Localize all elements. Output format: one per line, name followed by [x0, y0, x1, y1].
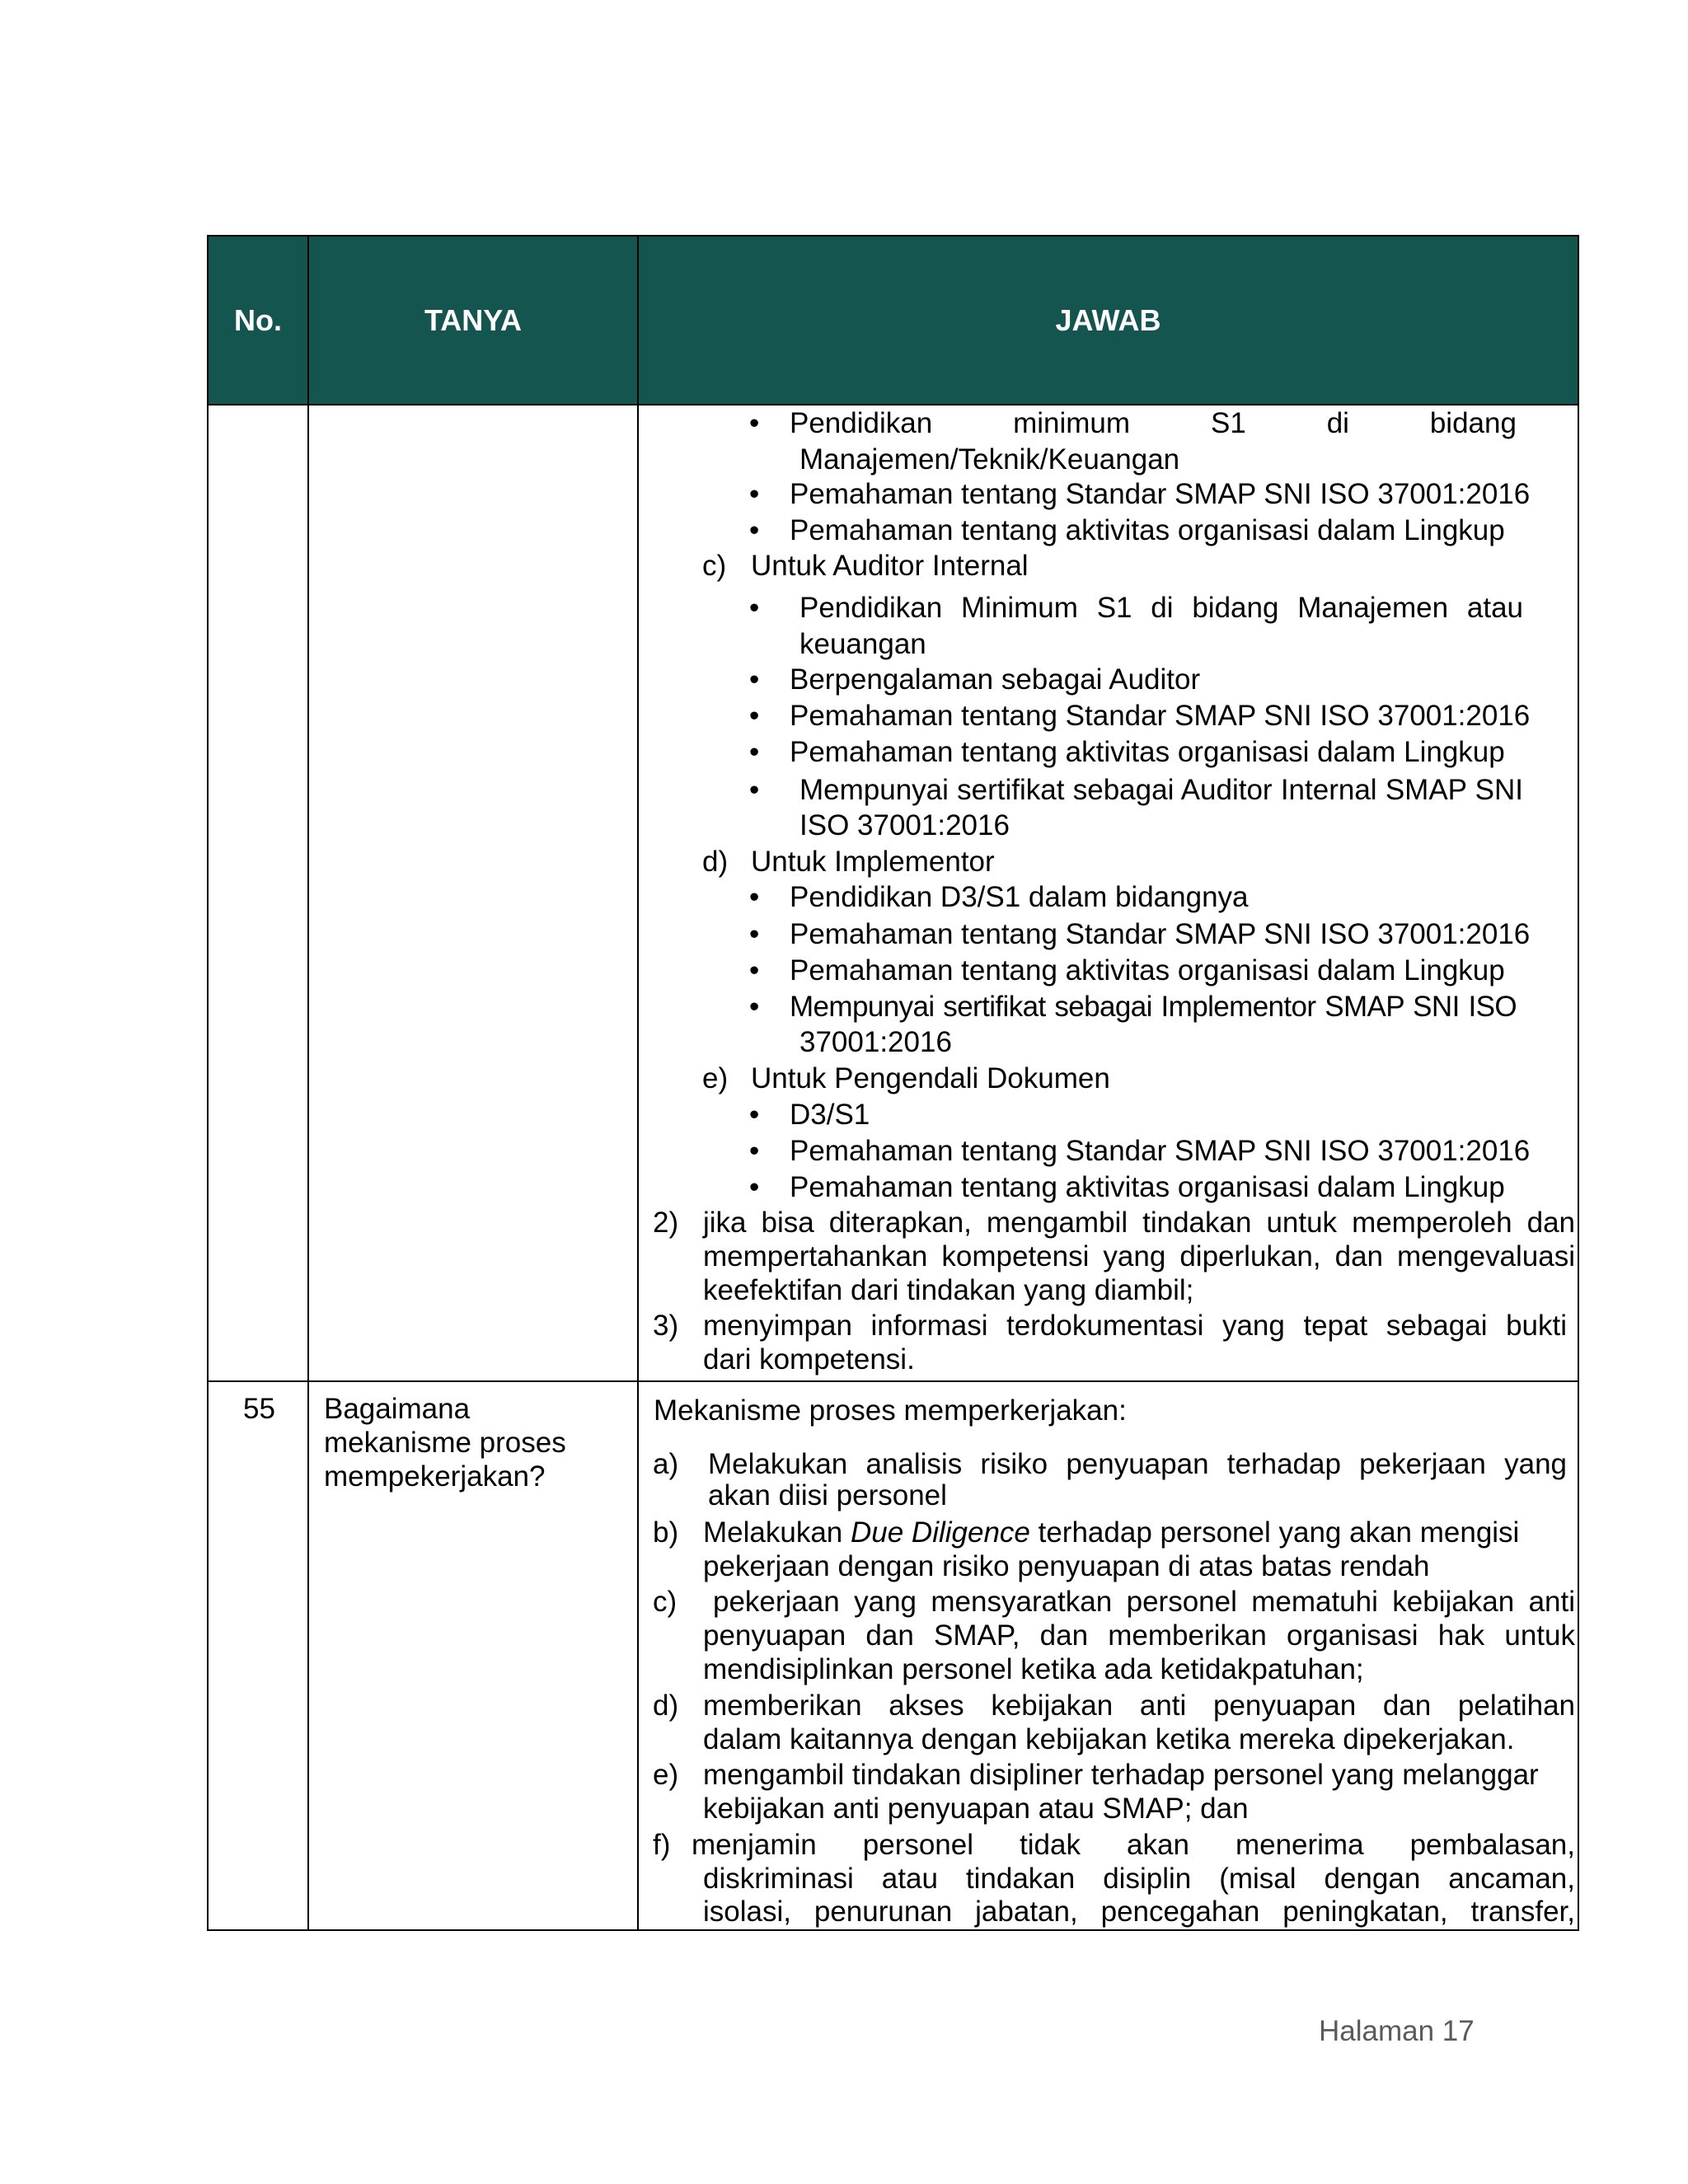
list-item: Pemahaman tentang aktivitas organisasi dalam Lingkup	[790, 1171, 1505, 1203]
header-jawab: JAWAB	[1055, 302, 1161, 337]
bullet: •	[749, 663, 760, 696]
emphasis-text: Due Diligence	[850, 1516, 1030, 1549]
list-item-cont: Manajemen/Teknik/Keuangan	[799, 443, 1180, 476]
list-item: Berpengalaman sebagai Auditor	[790, 663, 1201, 696]
list-item-cont: ISO 37001:2016	[799, 809, 1010, 841]
list-item-cont: 37001:2016	[799, 1026, 952, 1058]
bullet: •	[749, 478, 760, 510]
paragraph-line: dari kompetensi.	[703, 1343, 915, 1376]
paragraph-line: penyuapan dan SMAP, dan memberikan organisasi hak untuk	[703, 1619, 1575, 1652]
bullet: •	[749, 700, 760, 732]
bullet: •	[749, 1171, 760, 1203]
bullet: •	[749, 881, 760, 913]
item-marker: d)	[702, 846, 729, 878]
bullet: •	[749, 1099, 760, 1131]
bullet: •	[749, 592, 760, 624]
column-divider	[637, 237, 639, 1929]
list-item: Pemahaman tentang Standar SMAP SNI ISO 37001:2016	[790, 700, 1531, 732]
bullet: •	[749, 954, 760, 987]
list-item: Pemahaman tentang Standar SMAP SNI ISO 37001:2016	[790, 478, 1531, 510]
list-item: Pendidikan D3/S1 dalam bidangnya	[790, 881, 1249, 913]
section-label: Untuk Pengendali Dokumen	[751, 1062, 1110, 1094]
paragraph-line: Melakukan Due Diligence terhadap personel yang akan mengisi	[703, 1516, 1520, 1549]
item-marker: e)	[653, 1759, 679, 1791]
header-no: No.	[234, 302, 282, 337]
header-tanya: TANYA	[424, 302, 523, 337]
list-item-cont: keuangan	[799, 628, 926, 660]
question-line: mekanisme proses	[324, 1427, 566, 1459]
paragraph-line: kebijakan anti penyuapan atau SMAP; dan	[703, 1793, 1249, 1825]
question-line: mempekerjakan?	[324, 1460, 546, 1493]
bullet: •	[749, 514, 760, 546]
section-label: Untuk Auditor Internal	[751, 550, 1029, 582]
paragraph-line: memberikan akses kebijakan anti penyuapan dan pelatihan	[703, 1690, 1575, 1722]
paragraph-line: pekerjaan dengan risiko penyuapan di atas batas rendah	[703, 1550, 1430, 1582]
page-number: Halaman 17	[1319, 2015, 1475, 2047]
bullet: •	[749, 918, 760, 950]
bullet: •	[749, 736, 760, 768]
table-header	[209, 237, 1578, 405]
list-item: Pemahaman tentang aktivitas organisasi dalam Lingkup	[790, 954, 1505, 987]
paragraph-line: pekerjaan yang mensyaratkan personel mematuhi kebijakan anti	[713, 1586, 1575, 1618]
bullet: •	[749, 991, 760, 1023]
paragraph-line: Melakukan analisis risiko penyuapan terhadap pekerjaan yang	[708, 1448, 1567, 1480]
question-line: Bagaimana	[324, 1393, 471, 1425]
bullet: •	[749, 407, 760, 439]
bullet: •	[749, 1135, 760, 1167]
item-marker: b)	[653, 1516, 679, 1549]
paragraph-line: jika bisa diterapkan, mengambil tindakan untuk memperoleh dan	[703, 1207, 1575, 1239]
item-marker: a)	[653, 1448, 679, 1480]
list-item: Pemahaman tentang aktivitas organisasi dalam Lingkup	[790, 514, 1505, 546]
list-item: Pemahaman tentang aktivitas organisasi dalam Lingkup	[790, 736, 1505, 768]
item-marker: 3)	[653, 1310, 679, 1342]
list-item: Mempunyai sertifikat sebagai Implementor SMAP SNI ISO	[790, 991, 1517, 1023]
list-item: Pemahaman tentang Standar SMAP SNI ISO 37001:2016	[790, 1135, 1531, 1167]
qa-table	[207, 235, 1579, 1931]
paragraph-line: menjamin personel tidak akan menerima pembalasan,	[692, 1829, 1575, 1861]
item-marker: e)	[702, 1062, 729, 1094]
list-item: Mempunyai sertifikat sebagai Auditor Internal SMAP SNI	[799, 774, 1523, 806]
item-marker: c)	[653, 1586, 678, 1618]
item-marker: c)	[702, 550, 727, 582]
list-item: Pendidikan minimum S1 di bidang	[790, 407, 1517, 439]
row-number: 55	[243, 1393, 275, 1425]
paragraph-line: mendisiplinkan personel ketika ada ketidakpatuhan;	[703, 1653, 1364, 1685]
list-item: Pendidikan Minimum S1 di bidang Manajemen atau	[799, 592, 1523, 624]
column-divider	[307, 237, 309, 1929]
paragraph-line: dalam kaitannya dengan kebijakan ketika mereka dipekerjakan.	[703, 1723, 1515, 1755]
list-item: D3/S1	[790, 1099, 870, 1131]
paragraph-line: menyimpan informasi terdokumentasi yang tepat sebagai bukti	[703, 1310, 1567, 1342]
item-marker: 2)	[653, 1207, 679, 1239]
paragraph-line: diskriminasi atau tindakan disiplin (misal dengan ancaman,	[703, 1863, 1575, 1895]
item-marker: d)	[653, 1690, 679, 1722]
bullet: •	[749, 774, 760, 806]
paragraph-line: akan diisi personel	[708, 1479, 947, 1511]
list-item: Pemahaman tentang Standar SMAP SNI ISO 37001:2016	[790, 918, 1531, 950]
paragraph-line: mempertahankan kompetensi yang diperlukan, dan mengevaluasi	[703, 1240, 1575, 1272]
answer-intro: Mekanisme proses memperkerjakan:	[654, 1394, 1127, 1427]
paragraph-line: isolasi, penurunan jabatan, pencegahan peningkatan, transfer,	[703, 1896, 1575, 1928]
paragraph-line: keefektifan dari tindakan yang diambil;	[703, 1274, 1194, 1306]
row-divider	[209, 1380, 1578, 1382]
item-marker: f)	[653, 1829, 671, 1861]
section-label: Untuk Implementor	[751, 846, 995, 878]
paragraph-line: mengambil tindakan disipliner terhadap personel yang melanggar	[703, 1759, 1539, 1791]
